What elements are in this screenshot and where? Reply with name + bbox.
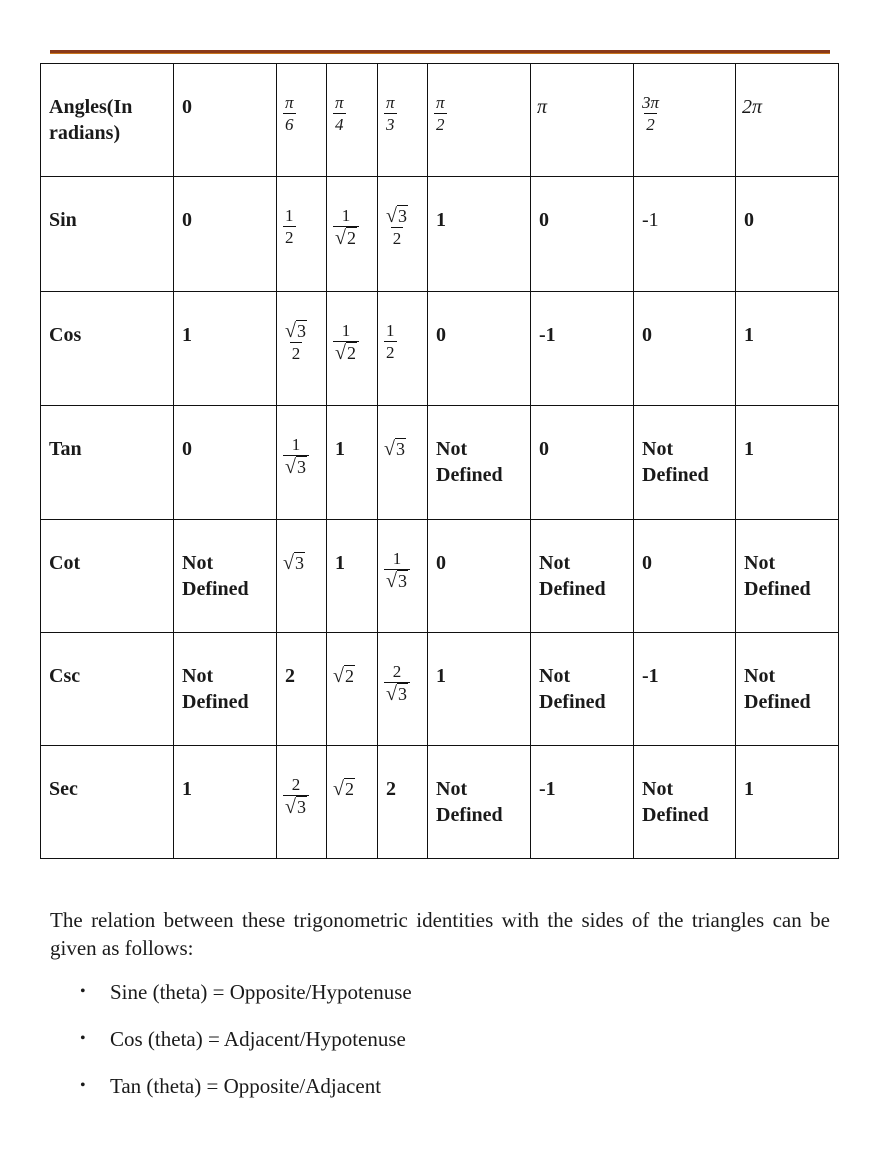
denominator: 2 <box>386 343 395 362</box>
angle-cell <box>634 64 736 177</box>
cell-value: 0 <box>182 438 192 460</box>
fraction <box>283 94 296 133</box>
radical-sign: √ <box>386 205 397 227</box>
radical-sign: √ <box>285 320 296 342</box>
row-label-cell <box>41 406 174 520</box>
numerator: 1 <box>386 321 395 340</box>
table-row <box>41 406 839 520</box>
table-cell <box>531 177 634 292</box>
fraction <box>434 94 447 133</box>
table-cell <box>428 746 531 859</box>
sqrt-expr <box>335 229 357 247</box>
table-cell <box>634 406 736 520</box>
list-item-text: Cos (theta) = Adjacent/Hypotenuse <box>110 1027 406 1051</box>
table-header-row <box>41 64 839 177</box>
fraction <box>283 436 309 476</box>
row-label-cell <box>41 177 174 292</box>
table-cell <box>277 406 327 520</box>
sqrt-expr <box>335 344 357 362</box>
numerator: 3π <box>642 93 660 112</box>
row-label-cell <box>41 633 174 746</box>
table-cell <box>634 746 736 859</box>
cell-value: 0 <box>642 324 652 346</box>
table-row <box>41 520 839 633</box>
cell-value: Not Defined <box>182 552 249 600</box>
table-cell <box>428 177 531 292</box>
row-label-cell <box>41 746 174 859</box>
cell-value: Not Defined <box>539 552 606 600</box>
table-cell <box>277 292 327 406</box>
denominator: 2 <box>392 229 402 248</box>
table-cell <box>736 633 839 746</box>
cell-value: 0 <box>539 209 549 231</box>
denominator <box>333 226 359 247</box>
cell-value: 0 <box>539 438 549 460</box>
radical-sign: √ <box>333 665 344 687</box>
radical-sign: √ <box>384 438 395 460</box>
denominator: 2 <box>291 344 301 363</box>
cell-value: Not Defined <box>436 438 503 486</box>
table-cell <box>634 520 736 633</box>
fraction <box>384 94 397 133</box>
sqrt-expr <box>333 780 355 798</box>
bullet-icon: • <box>80 983 86 1000</box>
cell-value: 1 <box>744 438 754 460</box>
bullet-icon: • <box>80 1030 86 1047</box>
table-cell <box>736 292 839 406</box>
denominator: 4 <box>335 115 344 134</box>
cell-value: Not Defined <box>182 665 249 713</box>
numerator: 1 <box>291 435 301 454</box>
table-cell <box>378 292 428 406</box>
row-label: Sin <box>49 209 77 231</box>
denominator <box>283 795 309 816</box>
numerator <box>384 207 410 227</box>
cell-value: Not Defined <box>642 778 709 826</box>
radicand: 3 <box>296 457 306 477</box>
numerator: π <box>335 93 344 112</box>
row-label: Cos <box>49 324 82 346</box>
table-cell <box>327 177 378 292</box>
sqrt-expr <box>285 458 307 476</box>
fraction <box>283 322 309 362</box>
sqrt-expr <box>283 554 305 572</box>
denominator: 6 <box>285 115 294 134</box>
cell-value: 2 <box>386 778 396 800</box>
sqrt-expr <box>386 685 408 703</box>
cell-value: 1 <box>182 324 192 346</box>
denominator <box>384 682 410 703</box>
table-cell <box>531 633 634 746</box>
table-cell <box>327 746 378 859</box>
denominator: 2 <box>285 228 294 247</box>
angle-cell <box>736 64 839 177</box>
cell-value: 1 <box>335 438 345 460</box>
cell-value: -1 <box>642 209 659 231</box>
angle-cell <box>428 64 531 177</box>
table-cell <box>736 177 839 292</box>
row-label: Cot <box>49 552 81 574</box>
denominator: 3 <box>386 115 395 134</box>
sqrt-expr <box>384 440 406 458</box>
cell-value: Not Defined <box>744 665 811 713</box>
fraction <box>384 663 410 703</box>
denominator <box>333 341 359 362</box>
table-cell <box>634 292 736 406</box>
list-item-text: Tan (theta) = Opposite/Adjacent <box>110 1074 382 1098</box>
row-label-cell <box>41 292 174 406</box>
list-item <box>50 1025 412 1072</box>
numerator: 2 <box>392 662 402 681</box>
table-cell <box>174 406 277 520</box>
radicand: 3 <box>397 206 407 226</box>
angle-cell <box>531 64 634 177</box>
denominator: 2 <box>646 115 655 134</box>
radical-sign: √ <box>386 570 397 592</box>
angle-cell <box>277 64 327 177</box>
cell-value: 1 <box>436 665 446 687</box>
fraction <box>384 322 397 361</box>
numerator: 1 <box>341 321 351 340</box>
radical-sign: √ <box>386 683 397 705</box>
numerator: π <box>386 93 395 112</box>
table-cell <box>277 633 327 746</box>
cell-value: 1 <box>335 552 345 574</box>
cell-value: 0 <box>744 209 754 231</box>
table-cell <box>428 633 531 746</box>
radicand: 3 <box>296 321 306 341</box>
angle-cell <box>327 64 378 177</box>
table-cell <box>174 177 277 292</box>
table-cell <box>174 746 277 859</box>
fraction <box>384 207 410 247</box>
cell-value: Not Defined <box>744 552 811 600</box>
cell-value: 0 <box>182 96 192 118</box>
radicand: 3 <box>294 553 304 573</box>
row-label: Csc <box>49 665 81 687</box>
radicand: 3 <box>397 684 407 704</box>
table-cell <box>378 520 428 633</box>
table-cell <box>277 746 327 859</box>
numerator: 2 <box>291 775 301 794</box>
list-item <box>50 978 412 1025</box>
radical-sign: √ <box>335 227 346 249</box>
fraction <box>384 550 410 590</box>
cell-value: Not Defined <box>539 665 606 713</box>
table-cell <box>428 292 531 406</box>
table-row <box>41 633 839 746</box>
table-cell <box>277 177 327 292</box>
table-cell <box>531 406 634 520</box>
radicand: 2 <box>346 343 356 363</box>
fraction <box>283 207 296 246</box>
radical-sign: √ <box>285 796 296 818</box>
table-cell <box>736 520 839 633</box>
radicand: 3 <box>395 439 405 459</box>
radicand: 2 <box>344 779 354 799</box>
sqrt-expr <box>386 572 408 590</box>
fraction <box>333 94 346 133</box>
denominator <box>283 455 309 476</box>
row-label: Tan <box>49 438 82 460</box>
row-label: Sec <box>49 778 78 800</box>
radical-sign: √ <box>285 456 296 478</box>
cell-value: Not Defined <box>642 438 709 486</box>
table-cell <box>277 520 327 633</box>
header-label: Angles(In radians) <box>49 96 133 144</box>
numerator <box>283 322 309 342</box>
pi-value: 2π <box>742 96 763 118</box>
table-cell <box>327 406 378 520</box>
table-cell <box>531 520 634 633</box>
header-label-cell <box>41 64 174 177</box>
table-cell <box>327 292 378 406</box>
table-cell <box>531 746 634 859</box>
pi-value: π <box>537 96 548 118</box>
cell-value: -1 <box>539 778 556 800</box>
table-cell <box>174 292 277 406</box>
table-cell <box>327 633 378 746</box>
cell-value: 0 <box>436 324 446 346</box>
table-cell <box>327 520 378 633</box>
denominator <box>384 569 410 590</box>
explanation-paragraph: The relation between these trigonometric identities with the sides of the triangles can be given as follows: <box>50 908 830 960</box>
fraction <box>283 776 309 816</box>
table-cell <box>378 746 428 859</box>
trig-values-table <box>40 63 839 859</box>
angle-cell <box>378 64 428 177</box>
list-item-text: Sine (theta) = Opposite/Hypotenuse <box>110 980 412 1004</box>
cell-value: 0 <box>436 552 446 574</box>
list-item <box>50 1072 412 1119</box>
table-row <box>41 177 839 292</box>
table-cell <box>174 633 277 746</box>
table-cell <box>736 406 839 520</box>
table-cell <box>634 633 736 746</box>
table-cell <box>634 177 736 292</box>
cell-value: 1 <box>744 324 754 346</box>
fraction <box>640 94 661 133</box>
fraction <box>333 322 359 362</box>
cell-value: -1 <box>642 665 659 687</box>
sqrt-expr <box>285 322 307 340</box>
table-cell <box>428 406 531 520</box>
cell-value: Not Defined <box>436 778 503 826</box>
numerator: 1 <box>341 206 351 225</box>
numerator: 1 <box>392 549 402 568</box>
cell-value: 0 <box>642 552 652 574</box>
cell-value: 0 <box>182 209 192 231</box>
cell-value: 1 <box>744 778 754 800</box>
table-cell <box>378 406 428 520</box>
ratio-list <box>50 978 412 1119</box>
table-cell <box>531 292 634 406</box>
numerator: 1 <box>285 206 294 225</box>
radicand: 2 <box>346 228 356 248</box>
table-row <box>41 292 839 406</box>
denominator: 2 <box>436 115 445 134</box>
table-cell <box>428 520 531 633</box>
radicand: 3 <box>296 797 306 817</box>
table-row <box>41 746 839 859</box>
table-cell <box>378 177 428 292</box>
table-cell <box>736 746 839 859</box>
angle-cell <box>174 64 277 177</box>
table-cell <box>174 520 277 633</box>
cell-value: 1 <box>182 778 192 800</box>
numerator: π <box>285 93 294 112</box>
sqrt-expr <box>285 798 307 816</box>
radical-sign: √ <box>335 342 346 364</box>
radical-sign: √ <box>283 552 294 574</box>
sqrt-expr <box>386 207 408 225</box>
numerator: π <box>436 93 445 112</box>
cell-value: 2 <box>285 665 295 687</box>
cell-value: 1 <box>436 209 446 231</box>
radicand: 2 <box>344 666 354 686</box>
table-cell <box>378 633 428 746</box>
fraction <box>333 207 359 247</box>
sqrt-expr <box>333 667 355 685</box>
row-label-cell <box>41 520 174 633</box>
bullet-icon: • <box>80 1077 86 1094</box>
radicand: 3 <box>397 571 407 591</box>
header-rule <box>50 50 830 54</box>
cell-value: -1 <box>539 324 556 346</box>
radical-sign: √ <box>333 778 344 800</box>
